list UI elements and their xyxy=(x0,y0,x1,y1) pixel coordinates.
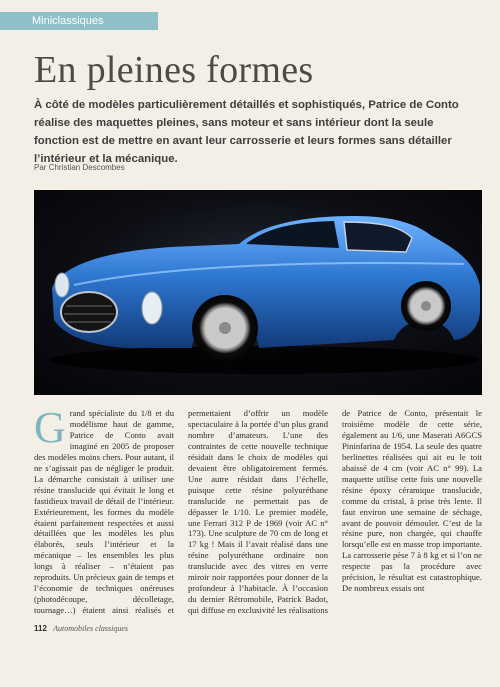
paragraph xyxy=(34,403,482,616)
article-lead: À côté de modèles particulièrement détaillés et sophistiqués, Patrice de Conto réalise des maquettes pleines, sans moteur et sans intérieur dont la seule fonction est de mettre en avant leur carrosserie et leurs formes sans détailler l’intérieur et la mécanique. xyxy=(34,99,459,165)
page-number: 112 xyxy=(34,624,47,633)
drop-cap: G xyxy=(34,403,66,452)
article-body xyxy=(34,403,482,620)
page-folio xyxy=(34,624,128,633)
front-grille xyxy=(61,292,117,332)
left-headlight xyxy=(55,273,69,297)
maserati-illustration xyxy=(34,190,482,395)
front-hub xyxy=(219,322,231,334)
rear-hub xyxy=(421,301,431,311)
magazine-name: Automobiles classiques xyxy=(53,624,129,633)
article-byline: Par Christian Descombes xyxy=(34,163,125,172)
section-rubric: Miniclassiques xyxy=(0,12,158,30)
car-photo xyxy=(34,190,482,395)
shadow xyxy=(49,346,479,374)
paragraph-text: rand spécialiste du 1/8 et du modélisme haut de gamme, Patrice de Conto avait imaginé en 2005 de proposer des modèles moins chers. Pour autant, il ne s’agissait pas de négliger le produit. La démarche consistait à utiliser une résine translucide qui évitait le long et fastidieux travail de détail de l’intérieur. Extérieurement, les formes du modèle étaient parfaitement respectées et aussi détaillées que les modèles les plus élaborés, seuls l’intérieur et la mécanique – les ensembles les plus longs à réaliser – n’étaient pas reproduits. Un précieux gain de temps et l’économie de techniques onéreuses (photodécoupe, décolletage, tournage…) étaient ainsi réalisés et permettaient d’offrir un modèle spectaculaire à la portée d’un plus grand nombre d’amateurs. L’une des contraintes de cette nouvelle technique résidait dans le choix de modèles qui devaient être obligatoirement fermés. Une autre résidait dans l’échelle, puisque cette résine polyuréthane translucide ne permettait pas de dépasser le 1/10. Le premier modèle, une Ferrari 312 P de 1969 (voir AC n° 173). Une sculpture de 70 cm de long et 17 kg ! Mais il l’avait réalisé dans une résine polyuréthane ordinaire non translucide avec des vitres en verre miroir noir rapportées pour donner de la profondeur à l’habitacle. À l’occasion du dernier Rétromobile, Patrick Badot, qui diffuse en exclusivité les réalisations de Patrice de Conto, présentait le troisième modèle de cette série, également au 1/6, une Maserati A6GCS Pininfarina de 1954. La seule des quatre berlinettes réalisées qui ait eu le toit abaissé de 4 cm (voir AC n° 99). La maquette utilise cette fois une nouvelle résine époxy céramique translucide, comme du cristal, à prise très lente. Il faut environ une semaine de séchage, avant de pouvoir démouler. C’est de la résine pure, non chargée, qui chauffe lorsqu’elle est en masse trop importante. La carrosserie pèse 7 à 8 kg et si l’on ne respecte pas la procédure avec précision, le résultat est catastrophique. De nombreux essais ont xyxy=(34,408,482,616)
right-headlight xyxy=(142,292,162,324)
article-title: En pleines formes xyxy=(34,49,314,91)
